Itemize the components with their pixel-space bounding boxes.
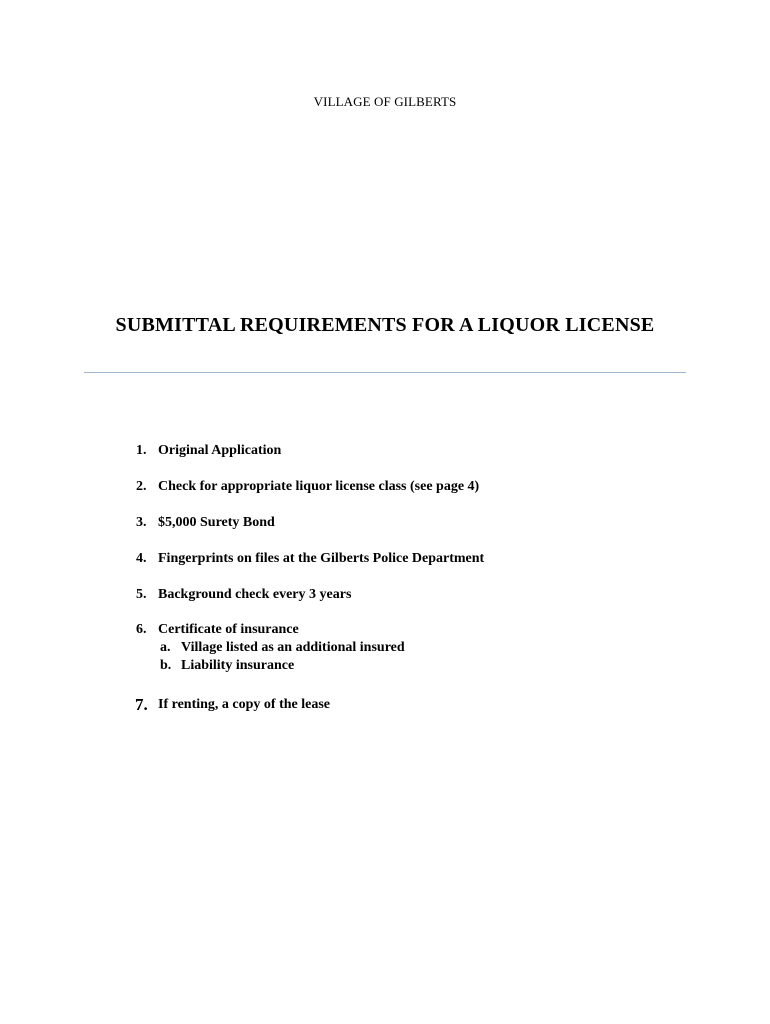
sub-requirement-letter: a. [160,640,171,655]
requirement-number: 3. [136,515,147,530]
requirement-number: 4. [136,551,147,566]
requirement-text: Fingerprints on files at the Gilberts Police Department [158,551,485,566]
sub-requirement-letter: b. [160,658,172,673]
sub-requirement-text: Liability insurance [181,658,295,673]
requirement-text: Background check every 3 years [158,587,352,602]
requirement-number: 5. [136,587,147,602]
organization-header: VILLAGE OF GILBERTS [313,94,457,109]
requirement-text: If renting, a copy of the lease [158,697,330,712]
sub-requirement-text: Village listed as an additional insured [181,640,405,655]
requirement-number: 2. [136,479,147,494]
requirement-text: Original Application [158,443,282,458]
requirement-number: 7. [135,695,148,714]
requirement-text: Certificate of insurance [158,622,299,637]
requirement-text: Check for appropriate liquor license class (see page 4) [158,479,480,494]
requirement-number: 1. [136,443,147,458]
title-divider [84,372,686,373]
page-title: SUBMITTAL REQUIREMENTS FOR A LIQUOR LICENSE [115,314,655,336]
requirement-number: 6. [136,622,147,637]
requirement-text: $5,000 Surety Bond [158,515,275,530]
